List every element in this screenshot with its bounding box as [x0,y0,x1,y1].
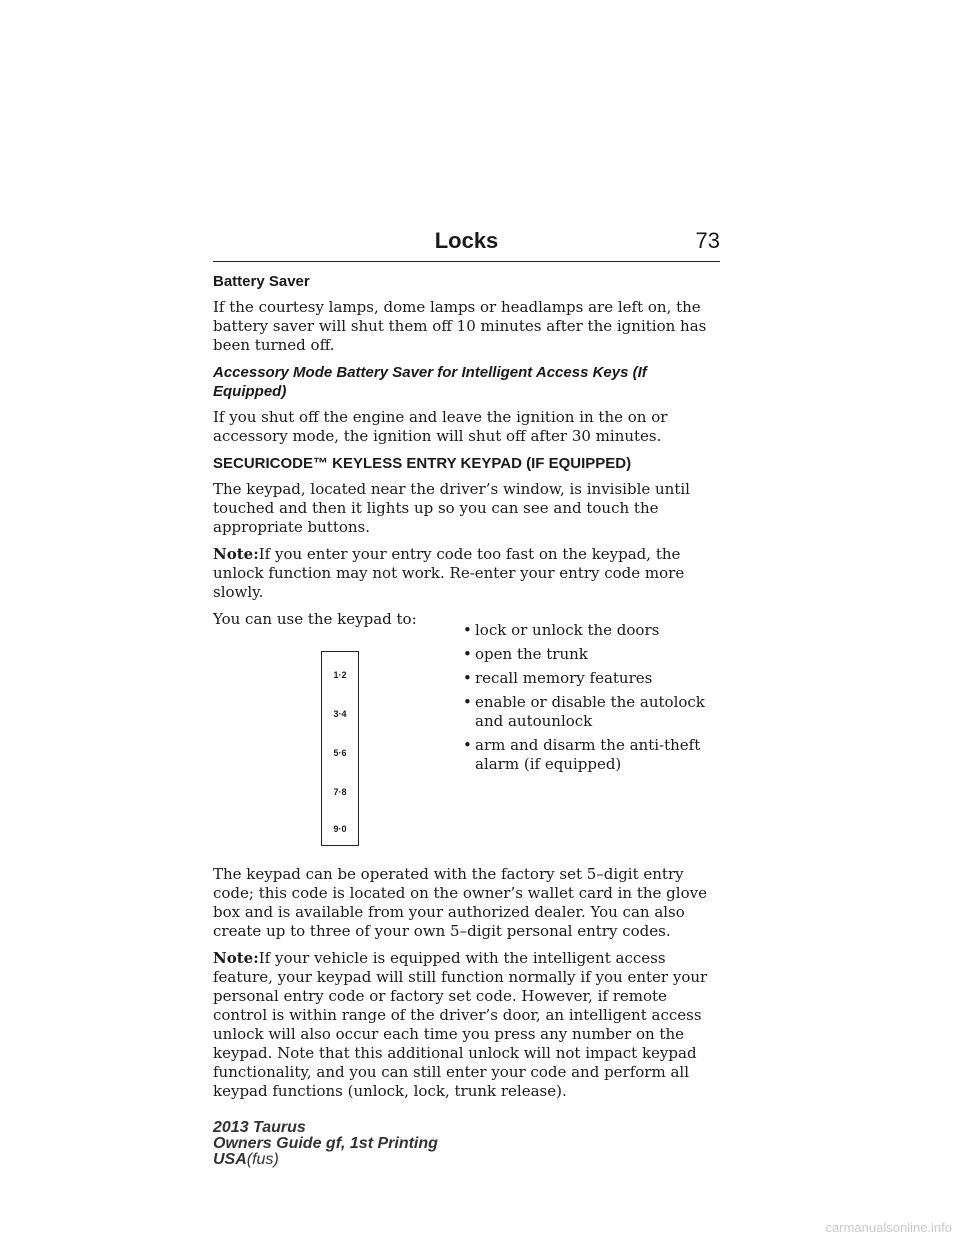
footer-region-code: (fus) [246,1151,279,1168]
section-title: Locks [434,228,499,253]
intelligent-access-note [213,949,723,1101]
bullet-icon: • [463,736,472,754]
note-text: If your vehicle is equipped with the intelligent access feature, your keypad will still function normally if you enter your personal entry code or factory set code. However, if remote control is within range of the driver’s door, an intelligent access unlock will also occur each time you press any number on the keypad. Note that this additional unlock will not impact keypad functionality, and you can still enter your code and perform all keypad functions (unlock, lock, trunk release). [213,949,708,1100]
note-label: Note: [213,949,259,967]
footer-region: USA(fus) [213,1151,279,1168]
accessory-mode-body: If you shut off the engine and leave the ignition in the on or accessory mode, the ignition will shut off after 30 minutes. [213,408,668,445]
list-item: • lock or unlock the doors [463,621,660,639]
bullet-icon: • [463,645,472,663]
bullet-icon: • [463,621,472,639]
watermark: carmanualsonline.info [825,1220,952,1235]
list-item: • arm and disarm the anti-theft alarm (if equipped) [463,736,701,773]
footer-model: 2013 Taurus [213,1119,306,1136]
list-item: • open the trunk [463,645,588,663]
accessory-mode-heading: Accessory Mode Battery Saver for Intelligent Access Keys (If Equipped) [213,364,647,400]
entry-code-paragraph: The keypad can be operated with the factory set 5–digit entry code; this code is located on the owner’s wallet card in the glove box and is available from your authorized dealer. You can also create up to three of your own 5–digit personal entry codes. [213,865,707,940]
securicode-body: The keypad, located near the driver’s window, is invisible until touched and then it lights up so you can see and touch the appropriate buttons. [213,480,690,536]
keypad-key-1-2: 1·2 [333,670,347,680]
note-label: Note: [213,545,259,563]
note-text: If you enter your entry code too fast on the keypad, the unlock function may not work. Re-enter your entry code more slowly. [213,545,685,601]
keypad-key-7-8: 7·8 [333,787,347,797]
battery-saver-heading: Battery Saver [213,273,310,290]
note-paragraph [213,545,723,602]
keypad-illustration [321,651,359,846]
battery-saver-body: If the courtesy lamps, dome lamps or headlamps are left on, the battery saver will shut them off 10 minutes after the ignition has been turned off. [213,298,707,354]
page-header [213,228,720,264]
securicode-heading: SECURICODE™ KEYLESS ENTRY KEYPAD (IF EQUIPPED) [213,455,632,472]
footer-printing: Owners Guide gf, 1st Printing [213,1135,438,1152]
keypad-key-9-0: 9·0 [333,824,347,834]
keypad-figure-area [213,621,723,855]
page-footer [213,1120,438,1168]
keypad-key-3-4: 3·4 [333,709,347,719]
bullet-icon: • [463,669,472,687]
keypad-key-5-6: 5·6 [333,748,347,758]
list-item: • enable or disable the autolock and autounlock [463,693,705,730]
keypad-uses-list [463,621,723,779]
keypad-use-intro: You can use the keypad to: [213,610,417,628]
bullet-icon: • [463,693,472,711]
list-item: • recall memory features [463,669,653,687]
page-number: 73 [695,228,720,253]
header-rule [213,261,720,262]
page-content [213,272,723,1109]
